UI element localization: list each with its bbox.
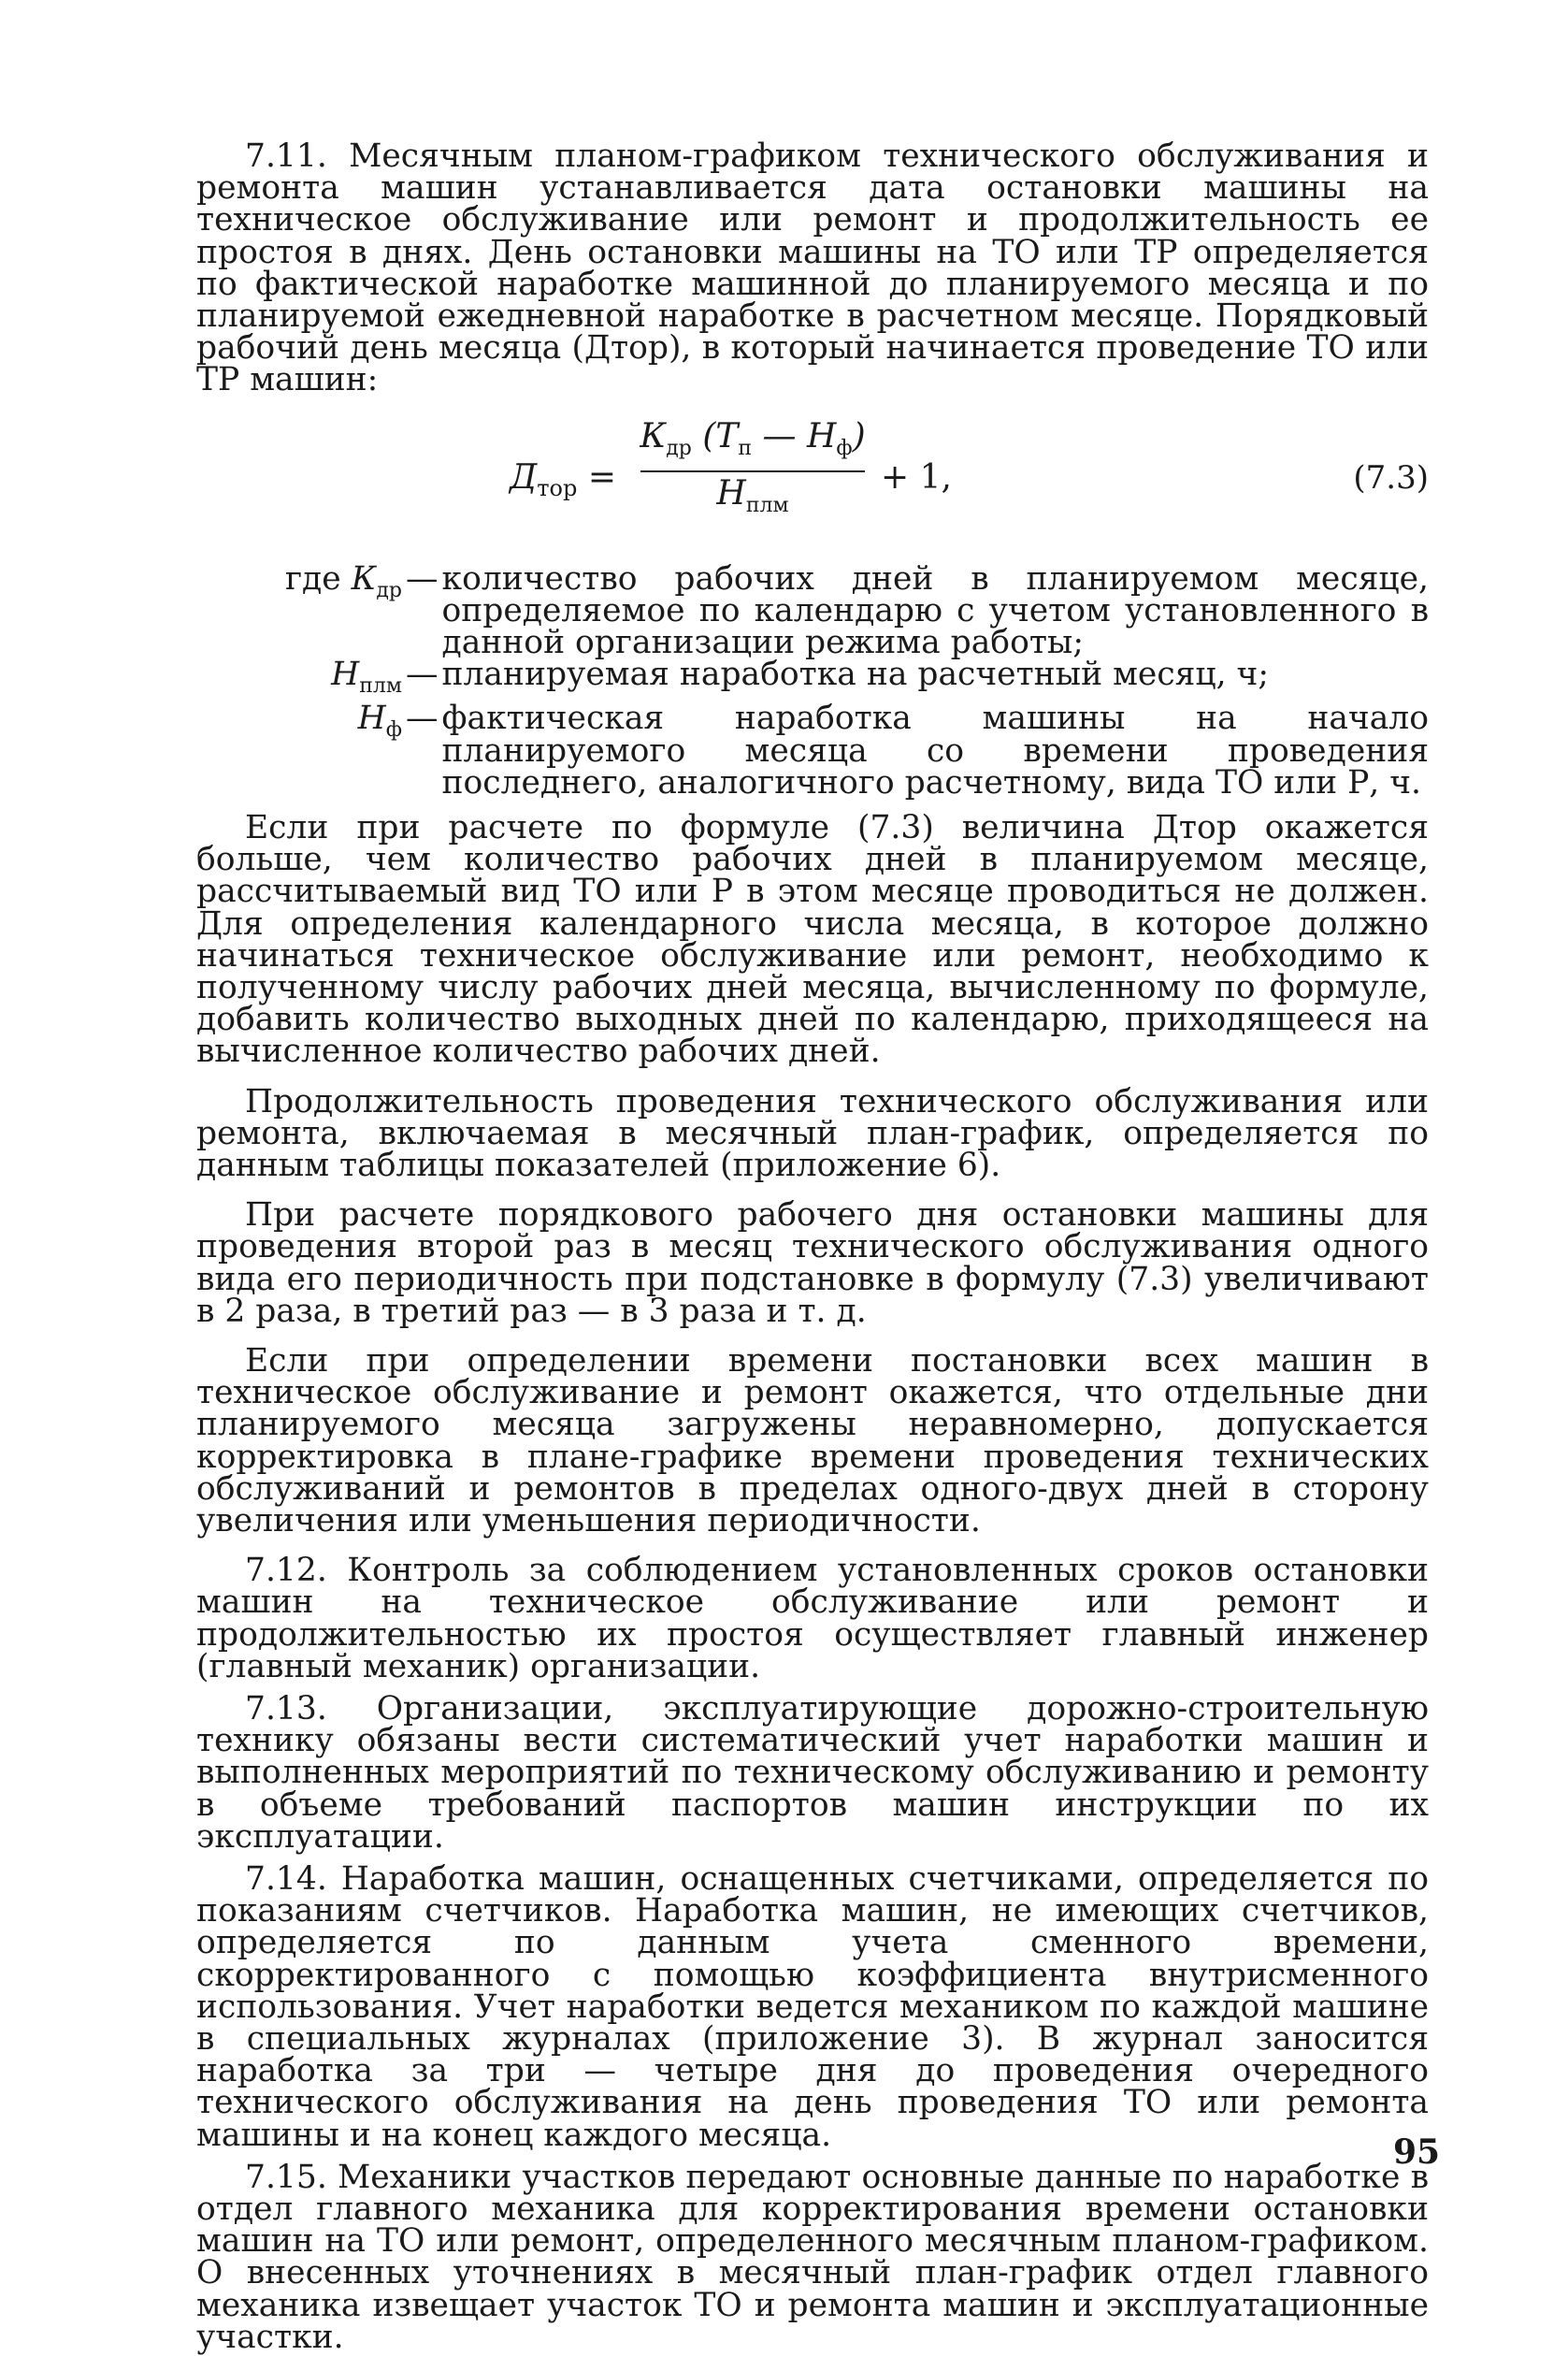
definition-text: планируемая наработка на расчетный месяц, ч; <box>441 656 1269 694</box>
paragraph-7-14: 7.14. Наработка машин, оснащенных счетчиками, определяется по показаниям счетчиков. Наработка машин, не имеющих счетчиков, определяется по данным учета сменного времени, скорректированного с помощью коэффициента внутрисменного использования. Учет наработки ведется механиком по каждой машине в специальных журналах (приложение 3). В журнал заносится наработка за три — четыре дня до проведения очередного технического обслуживания на день проведения ТО или ремонта машины и на конец каждого месяца. <box>196 1860 1429 2154</box>
formula-num-k-sub: др <box>666 436 692 460</box>
formula-rhs: + 1, <box>881 457 952 497</box>
definition-subscript: др <box>376 578 402 602</box>
definitions-list <box>196 559 1429 802</box>
paragraph: Продолжительность проведения технического обслуживания или ремонта, включаемая в месячный план-график, определяется по данным таблицы показателей (приложение 6). <box>196 1082 1429 1184</box>
formula-num-k: К <box>640 416 667 455</box>
definition-prefix: где <box>284 559 352 598</box>
formula-lhs-subscript: тор <box>537 474 578 501</box>
definition-row <box>196 658 1429 702</box>
formula-numerator <box>636 416 870 470</box>
paragraph-7-11: 7.11. Месячным планом-графиком технического обслуживания и ремонта машин устанавливается дата остановки машины на техническое обслуживание или ремонт и продолжительность ее простоя в днях. День остановки машины на ТО или ТР определяется по фактической наработке машинной до планируемого месяца и по планируемой ежедневной наработке в расчетном месяце. Порядковый рабочий день месяца (Дтор), в который начинается проведение ТО или ТР машин: <box>196 137 1429 399</box>
definition-symbol: Н <box>357 700 386 738</box>
formula-lhs-symbol: Д <box>510 457 538 497</box>
definition-row <box>196 559 1429 662</box>
formula-num-h-sub: ф <box>836 436 853 460</box>
paragraph-7-13: 7.13. Организации, эксплуатирующие дорожно-строительную технику обязаны вести систематический учет наработки машин и выполненных мероприятий по техническому обслуживанию и ремонту в объеме требований паспортов машин инструкции по их эксплуатации. <box>196 1690 1429 1856</box>
definition-term <box>196 702 402 746</box>
formula-7-3 <box>196 416 1429 541</box>
text-column <box>196 137 1429 2356</box>
formula-num-h: — Н <box>752 416 837 455</box>
paragraph: При расчете порядкового рабочего дня остановки машины для проведения второй раз в месяц технического обслуживания одного вида его периодичность при подстановке в формулу (7.3) увеличивают в 2 раза, в третий раз — в 3 раза и т. д. <box>196 1196 1429 1330</box>
paragraph-7-12: 7.12. Контроль за соблюдением установленных сроков остановки машин на техническое обслуживание или ремонт и продолжительностью их простоя осуществляет главный инженер (главный механик) организации. <box>196 1552 1429 1685</box>
formula-den-symbol: Н <box>716 474 746 513</box>
definition-dash: — <box>406 700 439 738</box>
formula-den-subscript: плм <box>745 494 789 518</box>
formula-lhs <box>510 457 616 504</box>
definition-text: количество рабочих дней в планируемом месяце, определяемое по календарю с учетом установленного в данной организации режима работы; <box>441 559 1429 662</box>
page-number: 95 <box>1393 2132 1441 2172</box>
definition-symbol: Н <box>331 656 360 694</box>
paragraph-7-15: 7.15. Механики участков передают основные данные по наработке в отдел главного механика для корректирования времени остановки машин на ТО или ремонт, определенного месячным планом-графиком. О внесенных уточнениях в месячный план-график отдел главного механика извещает участок ТО и ремонта машин и эксплуатационные участки. <box>196 2158 1429 2356</box>
definition-subscript: плм <box>359 674 402 699</box>
paragraph: Если при определении времени постановки всех машин в техническое обслуживание и ремонт окажется, что отдельные дни планируемого месяца загружены неравномерно, допускается корректировка в плане-графике времени проведения технических обслуживаний и ремонтов в пределах одного-двух дней в сторону увеличения или уменьшения периодичности. <box>196 1341 1429 1539</box>
formula-number: (7.3) <box>1353 458 1429 497</box>
paragraph: Если при расчете по формуле (7.3) величина Дтор окажется больше, чем количество рабочих дней в планируемом месяце, рассчитываемый вид ТО или Р в этом месяце проводиться не должен. Для определения календарного числа месяца, в которое должно начинаться техническое обслуживание или ремонт, необходимо к полученному числу рабочих дней месяца, вычисленному по формуле, добавить количество выходных дней по календарю, приходящееся на вычисленное количество рабочих дней. <box>196 808 1429 1071</box>
formula-num-t: (T <box>691 416 739 455</box>
definition-term <box>196 658 402 702</box>
definition-row <box>196 700 1429 802</box>
formula-fraction <box>636 416 870 523</box>
formula-denominator <box>636 472 870 522</box>
definition-subscript: ф <box>385 718 402 743</box>
definition-text: фактическая наработка машины на начало планируемого месяца со времени проведения последнего, аналогичного расчетному, вида ТО или Р, ч. <box>441 700 1429 802</box>
definition-dash: — <box>406 559 439 598</box>
definition-symbol: К <box>351 559 377 598</box>
formula-num-close: ) <box>852 416 866 455</box>
formula-num-t-sub: п <box>738 436 753 460</box>
definition-term <box>196 559 402 607</box>
formula-equals: = <box>577 457 616 497</box>
definition-dash: — <box>406 656 439 694</box>
